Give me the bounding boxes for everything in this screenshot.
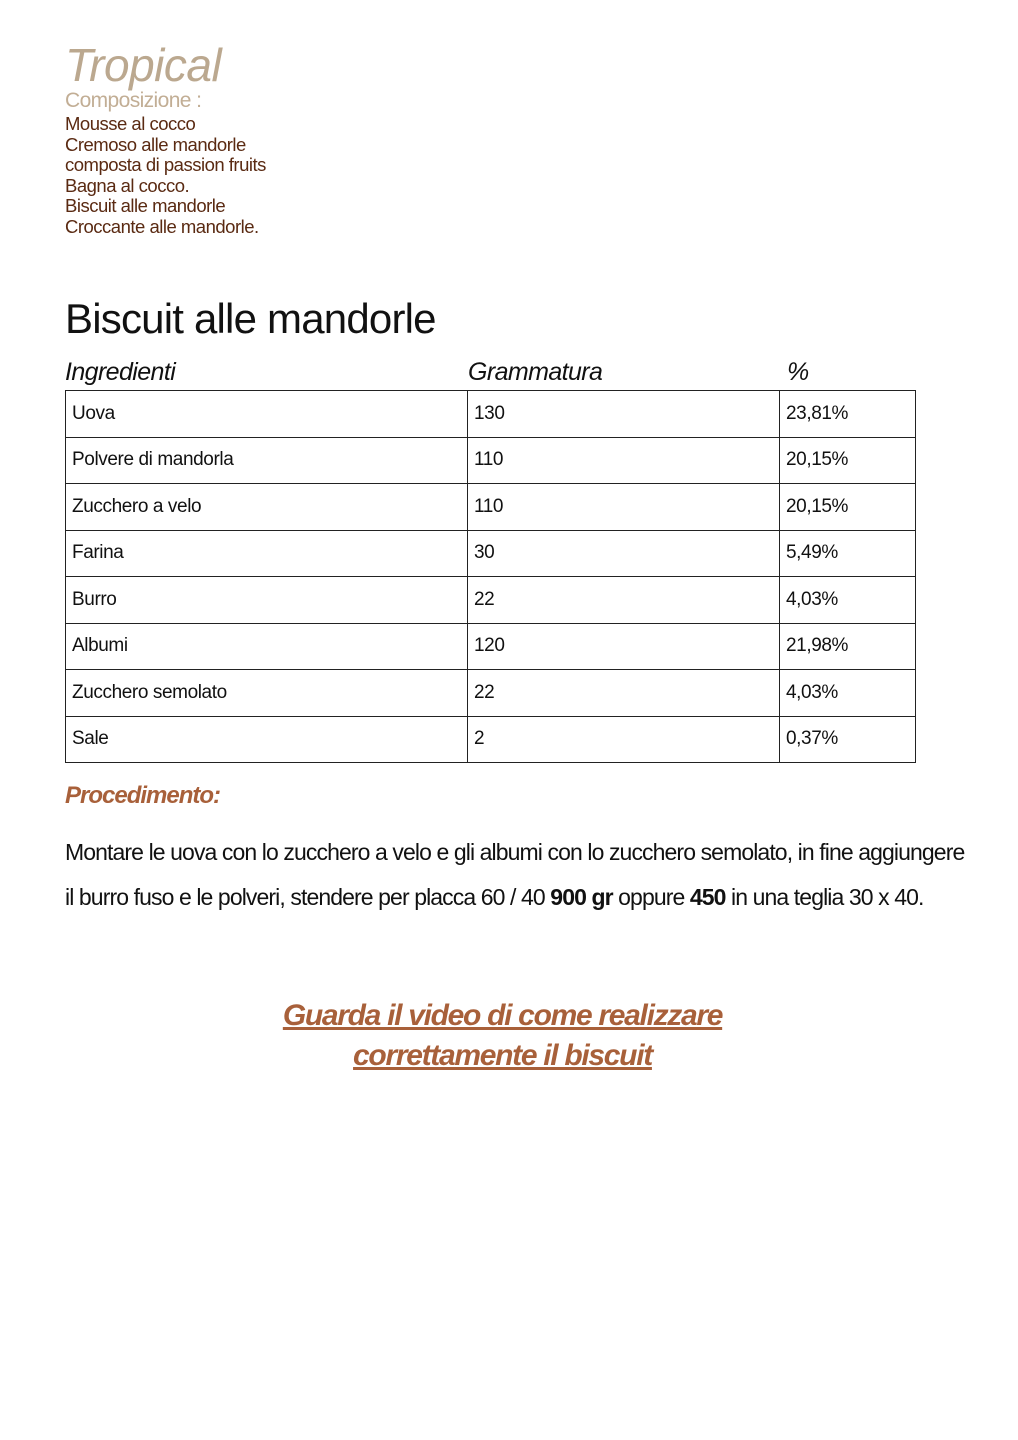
procedure-text-part: oppure — [612, 884, 690, 910]
column-header-weight: Grammatura — [468, 358, 603, 386]
weight-cell: 110 — [468, 484, 780, 531]
video-link[interactable] — [0, 996, 1005, 1076]
weight-cell: 30 — [468, 530, 780, 577]
section-title: Biscuit alle mandorle — [65, 295, 436, 342]
percent-cell: 21,98% — [780, 623, 916, 670]
percent-cell: 20,15% — [780, 484, 916, 531]
percent-cell: 4,03% — [780, 670, 916, 717]
video-link-line[interactable]: Guarda il video di come realizzare — [282, 999, 723, 1032]
table-row — [66, 437, 916, 484]
ingredient-cell: Zucchero semolato — [66, 670, 468, 717]
ingredient-cell: Albumi — [66, 623, 468, 670]
table-row — [66, 391, 916, 438]
procedure-bold-quantity: 450 — [689, 884, 726, 910]
percent-cell: 0,37% — [780, 716, 916, 763]
percent-cell: 23,81% — [780, 391, 916, 438]
ingredient-cell: Zucchero a velo — [66, 484, 468, 531]
column-header-ingredients: Ingredienti — [65, 358, 176, 386]
composition-label: Composizione : — [65, 89, 202, 112]
table-row — [66, 577, 916, 624]
composition-item: Croccante alle mandorle. — [65, 215, 259, 237]
ingredient-cell: Polvere di mandorla — [66, 437, 468, 484]
weight-cell: 110 — [468, 437, 780, 484]
percent-cell: 20,15% — [780, 437, 916, 484]
percent-cell: 4,03% — [780, 577, 916, 624]
procedure-text-part: Montare le uova con lo zucchero a velo e gli albumi con lo zucchero semolato, in fine aggiungere il burro fuso e le polveri, stendere per placca 60 / 40 — [65, 839, 965, 910]
procedure-label: Procedimento: — [65, 782, 221, 809]
table-row — [66, 484, 916, 531]
percent-cell: 5,49% — [780, 530, 916, 577]
ingredients-table — [65, 390, 916, 763]
weight-cell: 130 — [468, 391, 780, 438]
composition-list — [65, 114, 266, 238]
procedure-text-part: in una teglia 30 x 40. — [725, 884, 924, 910]
video-link-line[interactable]: correttamente il biscuit — [353, 1039, 652, 1072]
composition-item: composta di passion fruits — [65, 154, 266, 176]
procedure-text — [65, 830, 975, 920]
table-row — [66, 530, 916, 577]
weight-cell: 22 — [468, 670, 780, 717]
weight-cell: 2 — [468, 716, 780, 763]
ingredient-cell: Farina — [66, 530, 468, 577]
composition-item: Biscuit alle mandorle — [65, 195, 226, 217]
column-header-percent: % — [787, 358, 809, 386]
weight-cell: 120 — [468, 623, 780, 670]
recipe-title: Tropical — [65, 39, 222, 91]
table-row — [66, 716, 916, 763]
ingredient-cell: Sale — [66, 716, 468, 763]
ingredient-cell: Uova — [66, 391, 468, 438]
composition-item: Mousse al cocco — [65, 113, 196, 134]
ingredient-cell: Burro — [66, 577, 468, 624]
weight-cell: 22 — [468, 577, 780, 624]
table-row — [66, 623, 916, 670]
table-row — [66, 670, 916, 717]
composition-item: Bagna al cocco. — [65, 174, 190, 196]
composition-item: Cremoso alle mandorle — [65, 133, 246, 155]
procedure-bold-quantity: 900 gr — [550, 884, 613, 910]
